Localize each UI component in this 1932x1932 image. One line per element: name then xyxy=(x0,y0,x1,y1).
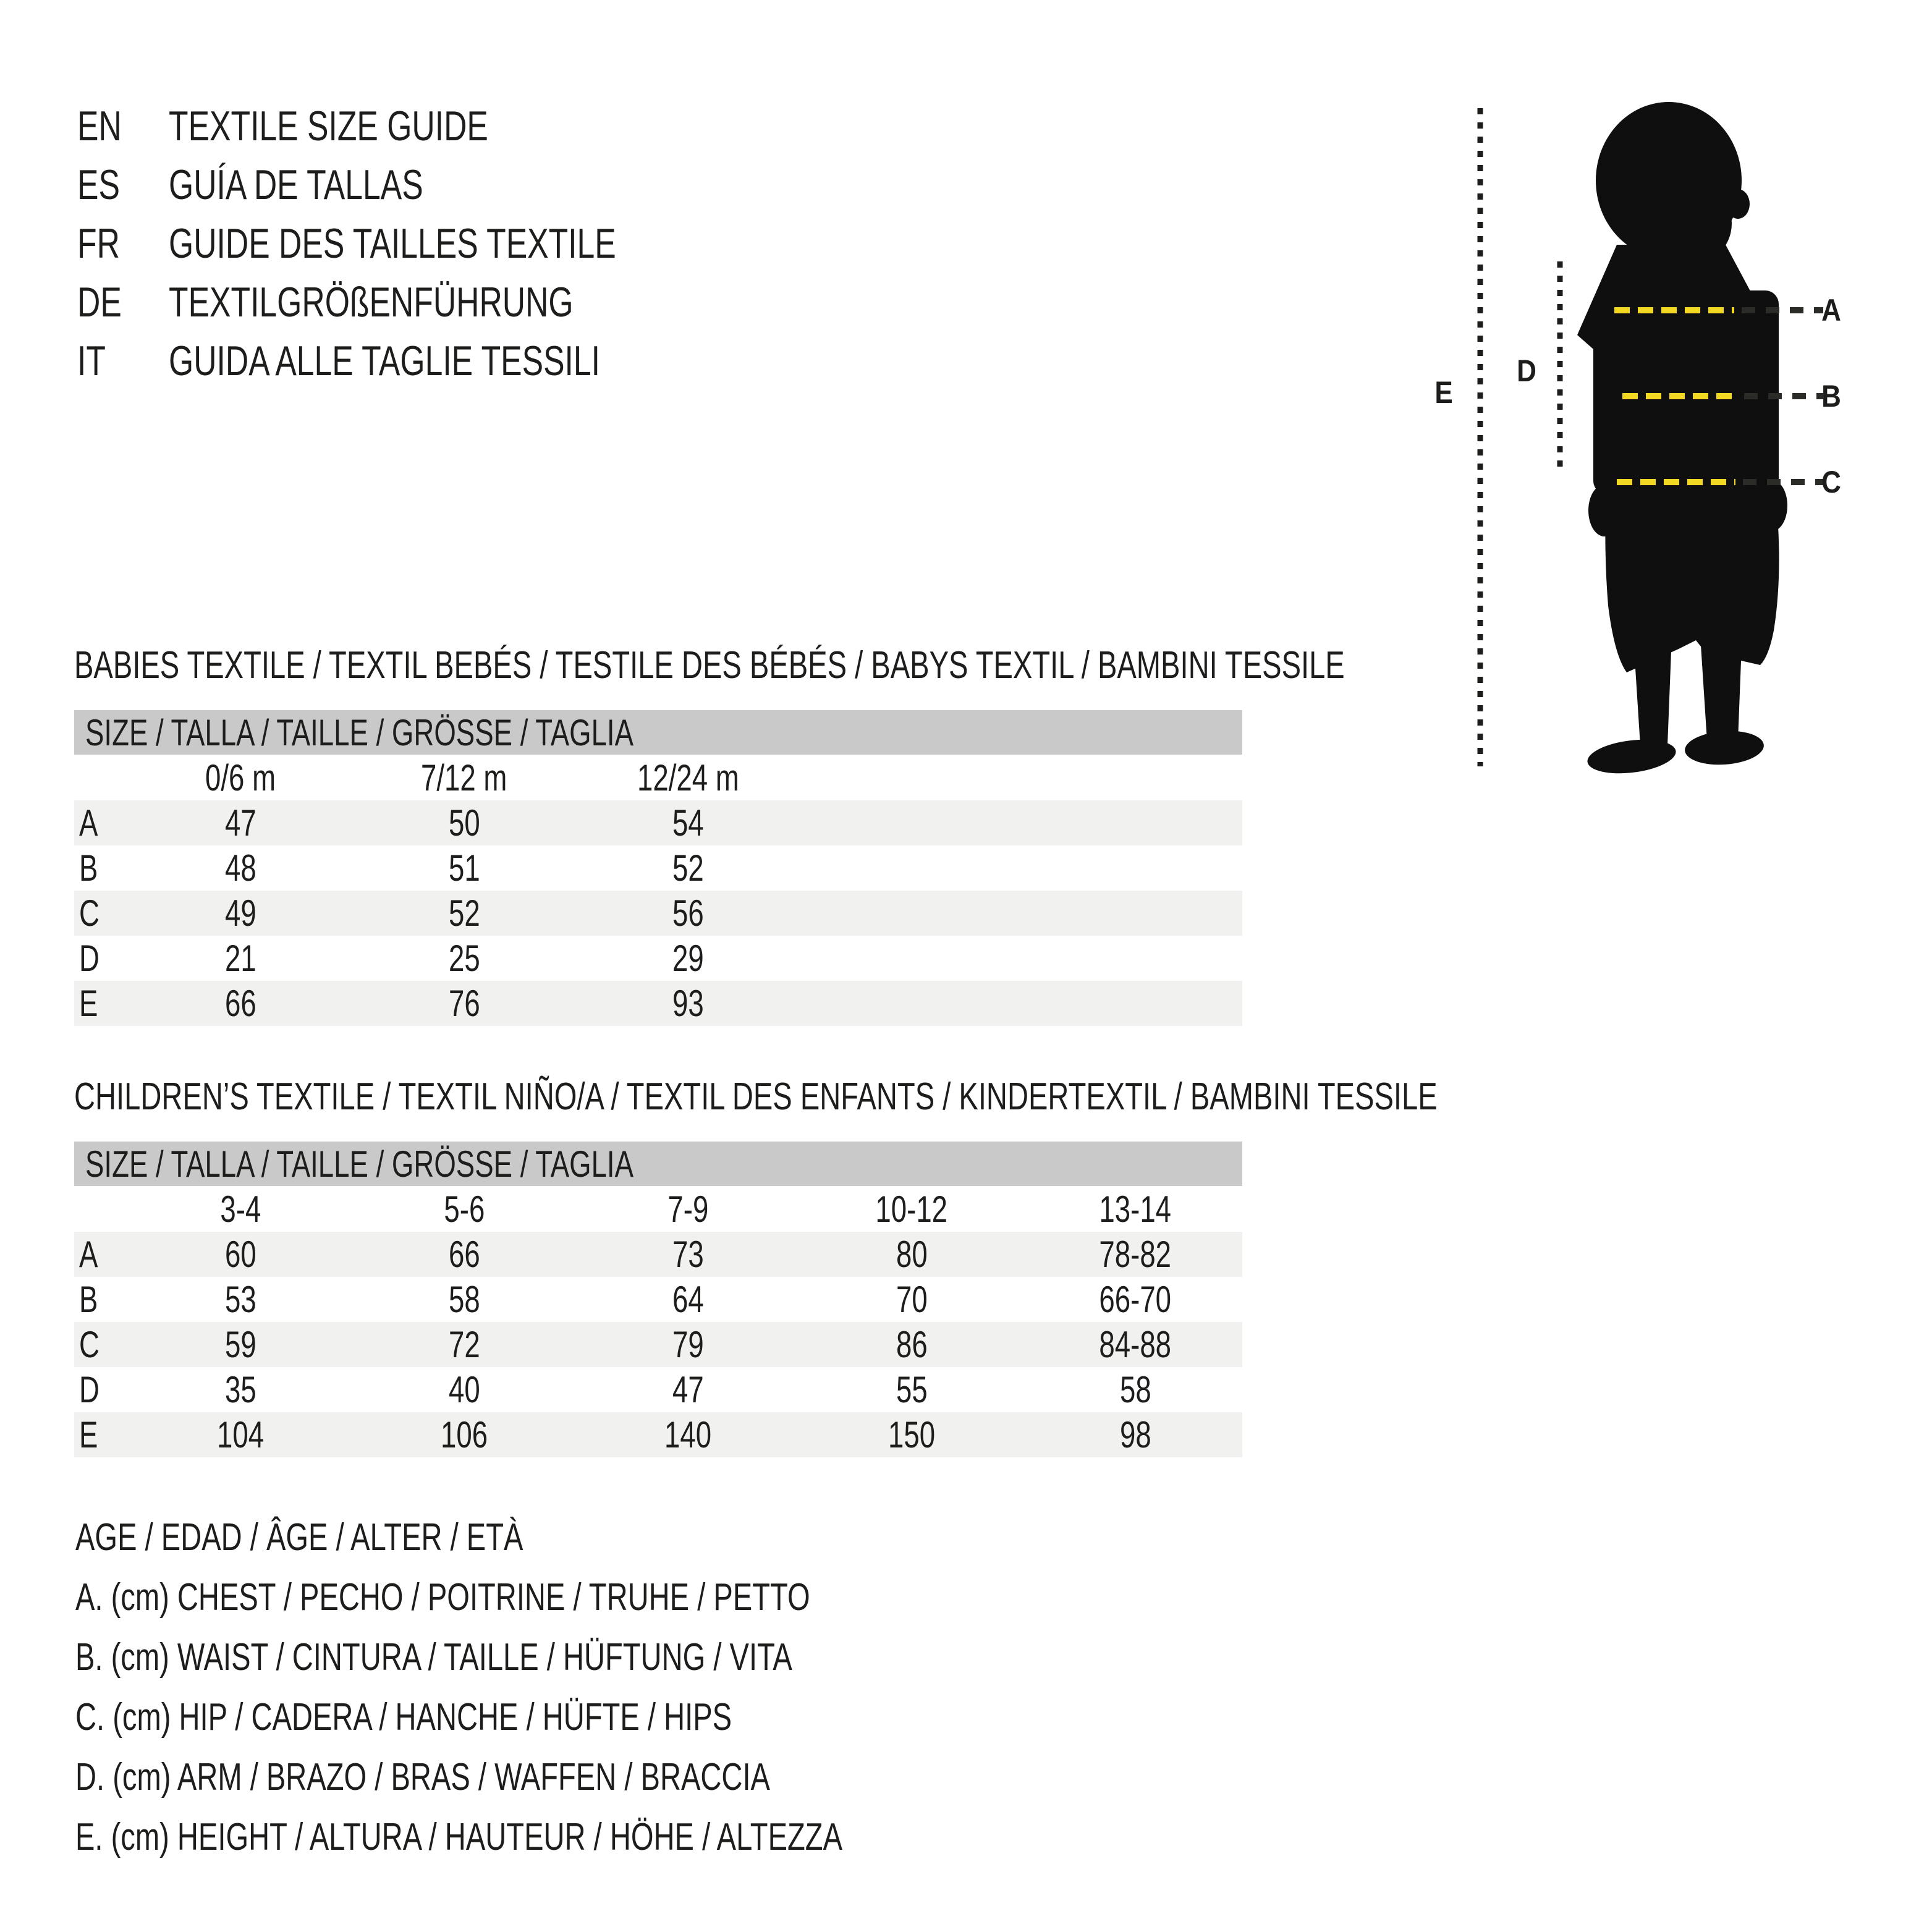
value-cell-text: 21 xyxy=(224,938,256,979)
babies-column-header-row xyxy=(74,755,1242,800)
babies-section-title: BABIES TEXTILE / TEXTIL BEBÉS / TESTILE DES BÉBÉS / BABYS TEXTIL / BAMBINI TESSILE xyxy=(74,644,1345,687)
legend-line xyxy=(75,1747,1085,1807)
column-header-cell xyxy=(1023,1188,1247,1231)
column-header-cell xyxy=(576,756,800,799)
value-cell xyxy=(129,937,352,980)
row-label xyxy=(74,892,129,934)
value-cell xyxy=(129,802,352,844)
language-title: TEXTILGRÖßENFÜHRUNG xyxy=(169,278,574,326)
value-cell xyxy=(576,802,800,844)
legend-line xyxy=(75,1627,1085,1687)
column-header-cell-text: 0/6 m xyxy=(205,756,276,799)
value-cell xyxy=(352,937,576,980)
table-row xyxy=(74,936,1242,981)
value-cell xyxy=(800,1323,1023,1366)
value-cell xyxy=(1023,1278,1247,1321)
table-row xyxy=(74,981,1242,1026)
column-header-cell-text: 7/12 m xyxy=(421,756,507,799)
value-cell-text: 150 xyxy=(888,1414,936,1455)
value-cell xyxy=(129,1368,352,1411)
value-cell xyxy=(576,1323,800,1366)
column-header-cell-text: 3-4 xyxy=(220,1188,261,1230)
children-section-title: CHILDREN’S TEXTILE / TEXTIL NIÑO/A / TEXTIL DES ENFANTS / KINDERTEXTIL / BAMBINI TESSILE xyxy=(74,1075,1438,1118)
figure-label-height: E xyxy=(1434,375,1453,410)
legend-line xyxy=(75,1567,1085,1627)
value-cell-text: 106 xyxy=(440,1414,488,1455)
row-label xyxy=(74,802,129,844)
value-cell-text: 49 xyxy=(224,892,256,934)
value-cell-text: 25 xyxy=(448,938,480,979)
figure-label-hip: C xyxy=(1821,465,1841,499)
row-label-text: D xyxy=(79,938,100,979)
value-cell xyxy=(129,982,352,1025)
children-table-rows xyxy=(74,1232,1242,1457)
value-cell xyxy=(352,1233,576,1276)
value-cell-text: 66-70 xyxy=(1099,1279,1172,1320)
row-label xyxy=(74,1323,129,1366)
children-size-header-bar: SIZE / TALLA / TAILLE / GRÖSSE / TAGLIA xyxy=(74,1142,1242,1186)
language-title: GUÍA DE TALLAS xyxy=(169,161,423,208)
row-label-text: C xyxy=(79,1324,100,1365)
value-cell xyxy=(352,847,576,889)
value-cell-text: 52 xyxy=(448,892,480,934)
value-cell-text: 48 xyxy=(224,847,256,889)
column-header-cell-text: 5-6 xyxy=(444,1188,485,1230)
language-row xyxy=(77,155,757,214)
value-cell xyxy=(352,892,576,934)
value-cell xyxy=(352,1413,576,1456)
value-cell-text: 73 xyxy=(672,1234,704,1275)
children-column-header-row xyxy=(74,1186,1242,1232)
value-cell-text: 78-82 xyxy=(1099,1234,1172,1275)
language-title-list xyxy=(77,96,757,390)
value-cell xyxy=(576,1368,800,1411)
figure-label-chest: A xyxy=(1821,293,1841,328)
language-title: TEXTILE SIZE GUIDE xyxy=(169,102,488,150)
value-cell xyxy=(1023,1368,1247,1411)
value-cell xyxy=(1023,1233,1247,1276)
table-row xyxy=(74,1367,1242,1412)
value-cell-text: 79 xyxy=(672,1324,704,1365)
babies-table-rows xyxy=(74,800,1242,1026)
value-cell-text: 52 xyxy=(672,847,704,889)
value-cell xyxy=(800,1233,1023,1276)
column-header-cell-text: 12/24 m xyxy=(637,756,739,799)
language-code: EN xyxy=(77,102,122,150)
column-header-cell xyxy=(576,1188,800,1231)
row-label xyxy=(74,847,129,889)
column-header-cell xyxy=(352,1188,576,1231)
value-cell-text: 59 xyxy=(224,1324,256,1365)
value-cell xyxy=(800,1368,1023,1411)
figure-label-arm: D xyxy=(1517,354,1536,388)
column-header-cell xyxy=(129,1188,352,1231)
value-cell xyxy=(129,1278,352,1321)
row-label-text: B xyxy=(79,847,98,889)
row-label xyxy=(74,1413,129,1456)
language-code: DE xyxy=(77,278,122,326)
value-cell xyxy=(352,802,576,844)
language-row xyxy=(77,96,757,155)
value-cell xyxy=(129,1233,352,1276)
column-header-cell-text: 13-14 xyxy=(1099,1188,1172,1230)
value-cell-text: 104 xyxy=(216,1414,265,1455)
value-cell xyxy=(576,937,800,980)
value-cell xyxy=(800,1413,1023,1456)
row-label-text: A xyxy=(79,802,98,844)
row-label-text: D xyxy=(79,1369,100,1410)
value-cell xyxy=(576,892,800,934)
value-cell xyxy=(352,1278,576,1321)
value-cell xyxy=(576,1278,800,1321)
row-label-text: B xyxy=(79,1279,98,1320)
value-cell xyxy=(129,847,352,889)
value-cell xyxy=(576,982,800,1025)
legend-line-text: AGE / EDAD / ÂGE / ALTER / ETÀ xyxy=(75,1516,523,1559)
legend-line xyxy=(75,1507,1085,1567)
column-header-cell-text: 7-9 xyxy=(667,1188,708,1230)
measurement-figure xyxy=(1397,87,1928,803)
value-cell-text: 66 xyxy=(224,983,256,1024)
value-cell-text: 84-88 xyxy=(1099,1324,1172,1365)
value-cell xyxy=(576,1413,800,1456)
value-cell-text: 98 xyxy=(1119,1414,1151,1455)
table-row xyxy=(74,1412,1242,1457)
value-cell xyxy=(800,1278,1023,1321)
language-code: ES xyxy=(77,161,120,208)
value-cell xyxy=(1023,1413,1247,1456)
table-row xyxy=(74,1232,1242,1277)
legend-line-text: B. (cm) WAIST / CINTURA / TAILLE / HÜFTUNG / VITA xyxy=(75,1636,792,1679)
value-cell-text: 76 xyxy=(448,983,480,1024)
value-cell xyxy=(576,847,800,889)
value-cell-text: 47 xyxy=(672,1369,704,1410)
table-row xyxy=(74,891,1242,936)
language-code: FR xyxy=(77,219,120,267)
value-cell xyxy=(352,1323,576,1366)
value-cell-text: 72 xyxy=(448,1324,480,1365)
value-cell xyxy=(352,982,576,1025)
row-label xyxy=(74,1278,129,1321)
value-cell-text: 93 xyxy=(672,983,704,1024)
language-code: IT xyxy=(77,337,106,384)
value-cell-text: 64 xyxy=(672,1279,704,1320)
row-label-text: E xyxy=(79,983,98,1024)
measurement-legend xyxy=(75,1507,1085,1867)
value-cell-text: 66 xyxy=(448,1234,480,1275)
value-cell-text: 58 xyxy=(448,1279,480,1320)
legend-line-text: C. (cm) HIP / CADERA / HANCHE / HÜFTE / HIPS xyxy=(75,1696,732,1739)
value-cell xyxy=(1023,1323,1247,1366)
column-header-cell xyxy=(800,1188,1023,1231)
figure-label-waist: B xyxy=(1821,379,1841,413)
value-cell-text: 51 xyxy=(448,847,480,889)
legend-line-text: D. (cm) ARM / BRAZO / BRAS / WAFFEN / BRACCIA xyxy=(75,1756,770,1799)
column-header-cell xyxy=(352,756,576,799)
value-cell-text: 47 xyxy=(224,802,256,844)
babies-size-table xyxy=(74,710,1242,1026)
legend-line-text: A. (cm) CHEST / PECHO / POITRINE / TRUHE / PETTO xyxy=(75,1576,810,1619)
value-cell-text: 54 xyxy=(672,802,704,844)
value-cell-text: 140 xyxy=(664,1414,712,1455)
value-cell-text: 80 xyxy=(896,1234,928,1275)
row-label-text: A xyxy=(79,1234,98,1275)
row-label xyxy=(74,982,129,1025)
table-row xyxy=(74,1322,1242,1367)
value-cell-text: 40 xyxy=(448,1369,480,1410)
language-row xyxy=(77,273,757,331)
value-cell-text: 53 xyxy=(224,1279,256,1320)
language-row xyxy=(77,331,757,390)
value-cell xyxy=(576,1233,800,1276)
language-title: GUIDE DES TAILLES TEXTILE xyxy=(169,219,616,267)
legend-line xyxy=(75,1687,1085,1747)
language-row xyxy=(77,214,757,273)
value-cell-text: 35 xyxy=(224,1369,256,1410)
value-cell-text: 29 xyxy=(672,938,704,979)
legend-line xyxy=(75,1807,1085,1867)
babies-size-header-bar: SIZE / TALLA / TAILLE / GRÖSSE / TAGLIA xyxy=(74,710,1242,755)
row-label xyxy=(74,1233,129,1276)
table-row xyxy=(74,1277,1242,1322)
value-cell-text: 55 xyxy=(896,1369,928,1410)
table-row xyxy=(74,800,1242,845)
child-silhouette-icon xyxy=(1397,87,1928,803)
row-label xyxy=(74,1368,129,1411)
value-cell-text: 58 xyxy=(1119,1369,1151,1410)
value-cell-text: 56 xyxy=(672,892,704,934)
value-cell xyxy=(129,1413,352,1456)
column-header-cell-text: 10-12 xyxy=(875,1188,948,1230)
table-row xyxy=(74,845,1242,891)
row-label-text: E xyxy=(79,1414,98,1455)
row-label xyxy=(74,937,129,980)
value-cell-text: 86 xyxy=(896,1324,928,1365)
children-size-table xyxy=(74,1142,1242,1457)
legend-line-text: E. (cm) HEIGHT / ALTURA / HAUTEUR / HÖHE / ALTEZZA xyxy=(75,1816,842,1858)
language-title: GUIDA ALLE TAGLIE TESSILI xyxy=(169,337,601,384)
value-cell xyxy=(129,892,352,934)
value-cell-text: 50 xyxy=(448,802,480,844)
value-cell-text: 60 xyxy=(224,1234,256,1275)
value-cell-text: 70 xyxy=(896,1279,928,1320)
column-header-cell xyxy=(129,756,352,799)
row-label-text: C xyxy=(79,892,100,934)
value-cell xyxy=(352,1368,576,1411)
value-cell xyxy=(129,1323,352,1366)
